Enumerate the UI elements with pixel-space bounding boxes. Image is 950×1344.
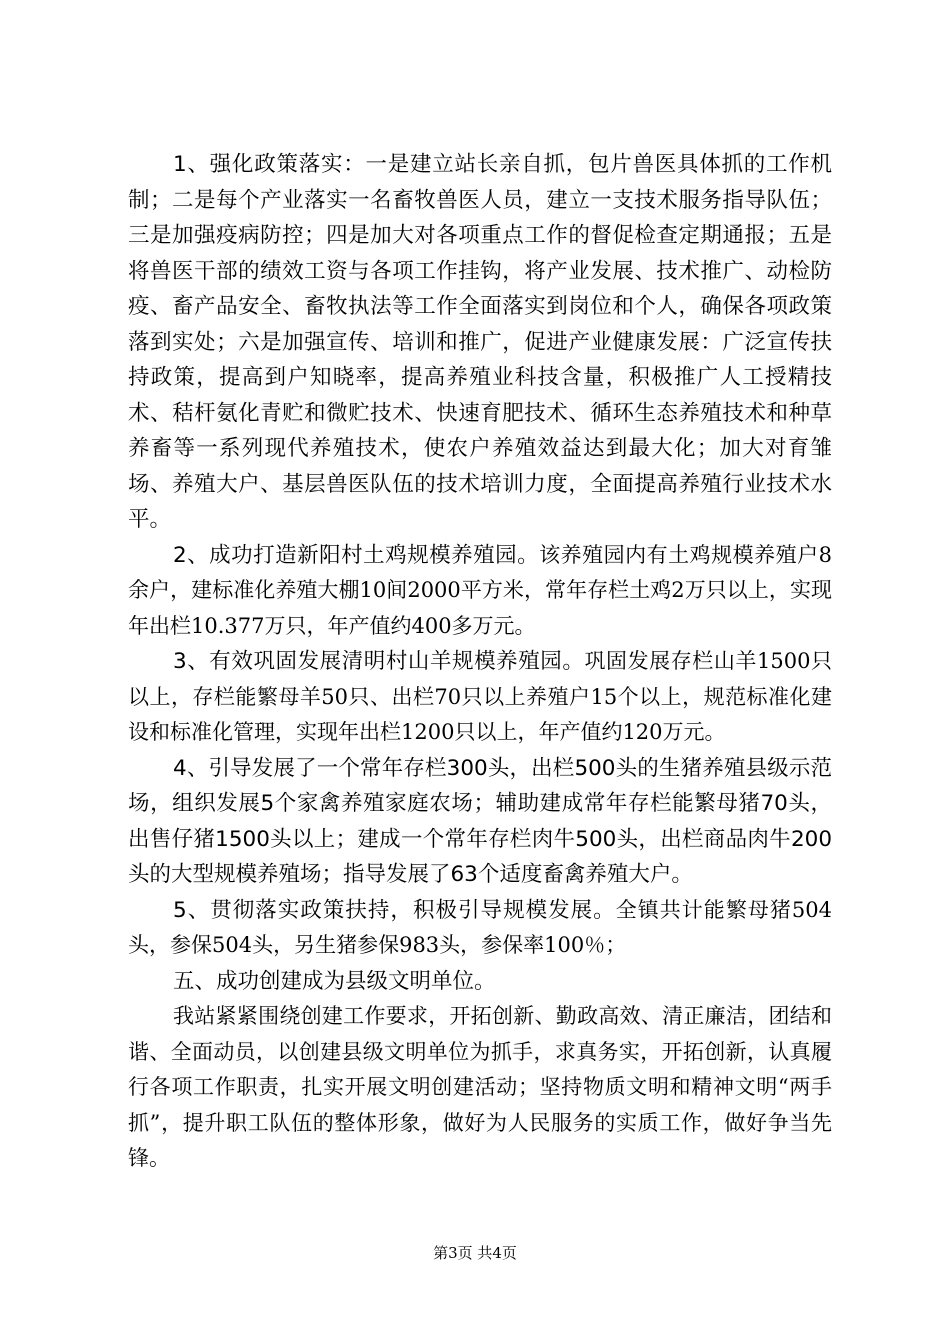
paragraph-policy-implementation <box>128 147 832 538</box>
paragraph-text: 该养殖园内有土鸡规模养殖户8余户，建标准化养殖大棚10间2000平方米，常年存栏土鸡2万只以上，实现年出栏10.377万只，年产值约400多万元。 <box>128 542 832 638</box>
paragraph-goat-farm <box>128 644 832 751</box>
section-heading: 五、成功创建成为县级文明单位。 <box>173 968 496 994</box>
page-number-footer: 第3页 共4页 <box>433 1244 517 1262</box>
paragraph-text: 全镇共计能繁母猪504头，参保504头，另生猪参保983头，参保率100％； <box>128 897 832 957</box>
paragraph-text: 巩固发展存栏山羊1500只以上，存栏能繁母羊50只、出栏70只以上养殖户15个以上，规范标准化建设和标准化管理，实现年出栏1200只以上，年产值约120万元。 <box>128 649 832 744</box>
paragraph-lead: 5、贯彻落实政策扶持，积极引导规模发展。 <box>173 897 616 923</box>
paragraph-pig-cattle-farms <box>128 751 832 893</box>
paragraph-lead: 2、成功打造新阳村土鸡规模养殖园。 <box>173 542 540 568</box>
paragraph-text: 4、引导发展了一个常年存栏300头，出栏500头的生猪养殖县级示范场，组织发展5个家禽养殖家庭农场；辅助建成常年存栏能繁母猪70头，出售仔猪1500头以上；建成一个常年存栏肉牛500头，出栏商品肉牛200头的大型规模养殖场；指导发展了63个适度畜禽养殖大户。 <box>128 755 832 887</box>
paragraph-text: 1、强化政策落实：一是建立站长亲自抓，包片兽医具体抓的工作机制；二是每个产业落实一名畜牧兽医人员，建立一支技术服务指导队伍；三是加强疫病防控；四是加大对各项重点工作的督促检查定期通报；五是将兽医干部的绩效工资与各项工作挂钩，将产业发展、技术推广、动检防疫、畜产品安全、畜牧执法等工作全面落实到岗位和个人，确保各项政策落到实处；六是加强宣传、培训和推广，促进产业健康发展：广泛宣传扶持政策，提高到户知晓率，提高养殖业科技含量，积极推广人工授精技术、秸杆氨化青贮和微贮技术、快速育肥技术、循环生态养殖技术和种草养畜等一系列现代养殖技术，使农户养殖效益达到最大化；加大对育雏场、养殖大户、基层兽医队伍的技术培训力度，全面提高养殖行业技术水平。 <box>128 152 832 532</box>
paragraph-policy-support <box>128 893 832 964</box>
paragraph-civilized-unit: 我站紧紧围绕创建工作要求，开拓创新、勤政高效、清正廉洁，团结和谐、全面动员，以创建县级文明单位为抓手，求真务实，开拓创新，认真履行各项工作职责，扎实开展文明创建活动；坚持物质文明和精神文明“两手抓”，提升职工队伍的整体形象，做好为人民服务的实质工作，做好争当先锋。 <box>128 1004 832 1170</box>
paragraph-chicken-farm <box>128 538 832 645</box>
document-body <box>128 147 832 1177</box>
paragraph-lead: 3、有效巩固发展清明村山羊规模养殖园。 <box>173 649 585 674</box>
